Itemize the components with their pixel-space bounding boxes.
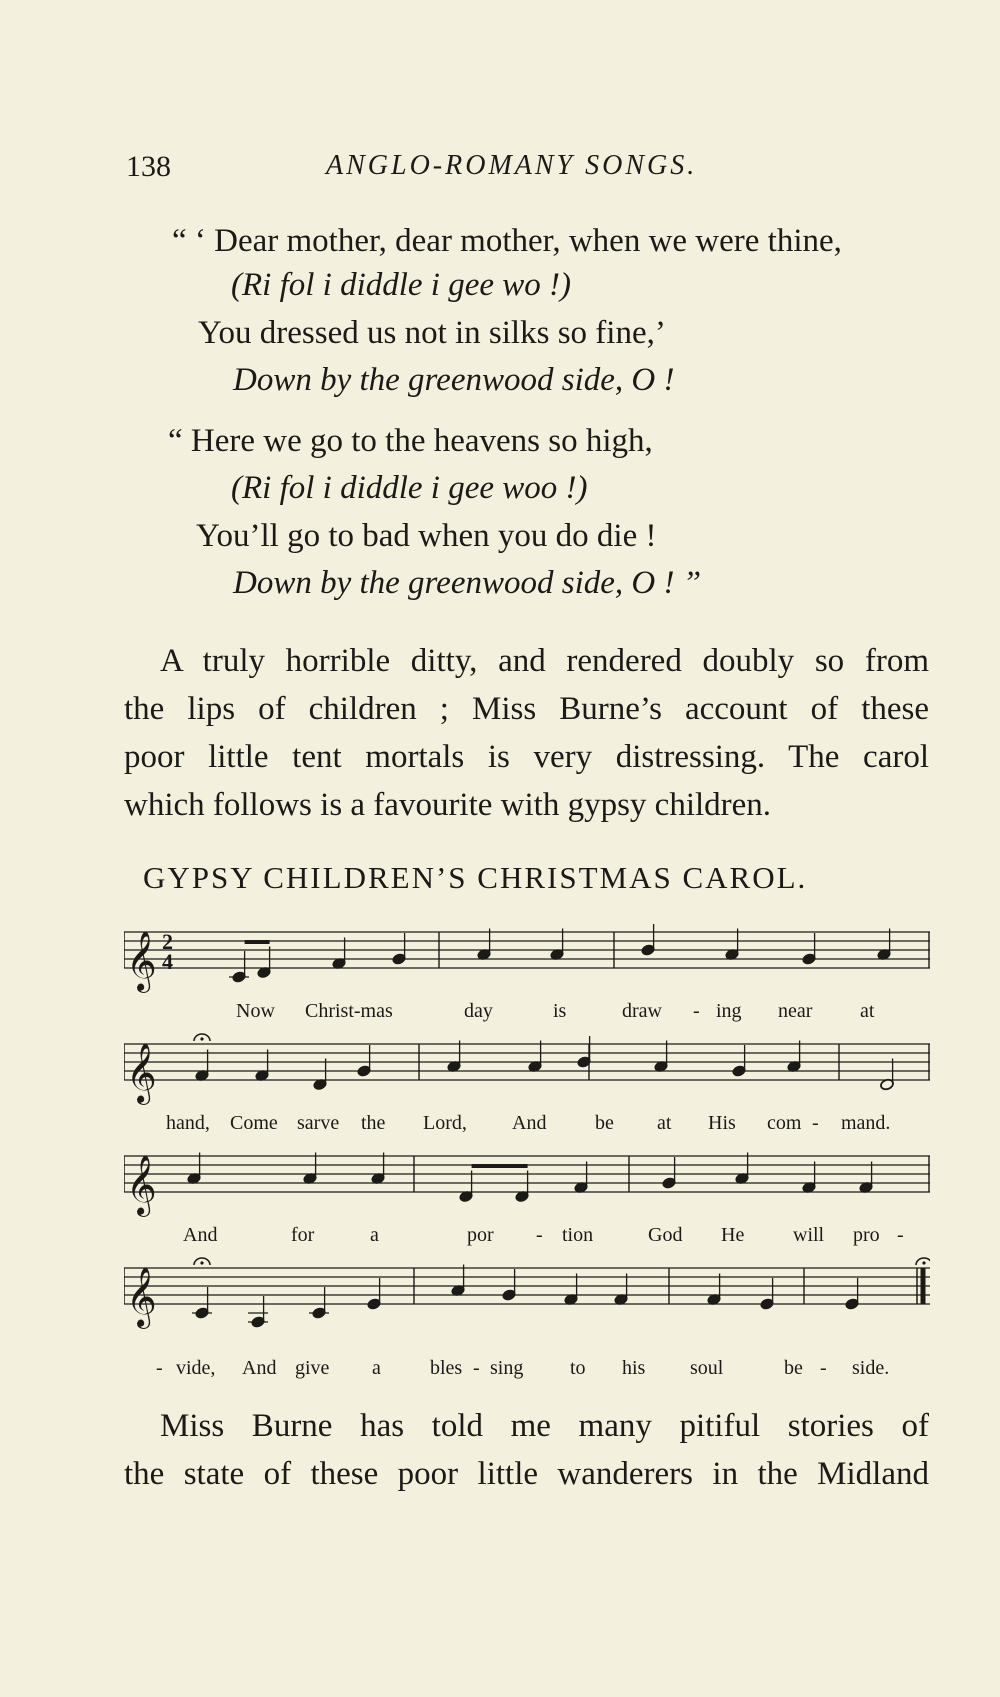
music-staff-1 [124,920,930,995]
lyric-syllable: at [657,1112,672,1134]
paragraph-line: Miss Burne has told me many pitiful stories of [160,1408,929,1444]
lyric-syllable: soul [690,1357,724,1379]
verse-line: (Ri fol i diddle i gee woo !) [231,470,588,506]
lyric-syllable: draw [622,1000,662,1022]
lyric-syllable: a [370,1224,379,1246]
lyric-syllable: - [897,1224,904,1246]
music-staff-4 [124,1256,930,1331]
lyric-syllable: God [648,1224,683,1246]
lyric-syllable: com [767,1112,802,1134]
verse-line: (Ri fol i diddle i gee wo !) [231,267,572,303]
lyric-syllable: Christ-mas [305,1000,393,1022]
lyric-syllable: vide, [176,1357,216,1379]
verse-line: “ Here we go to the heavens so high, [168,423,653,459]
lyric-syllable: sing [490,1357,524,1379]
time-signature-top: 2 [162,929,173,954]
fermata-dot [922,1261,925,1264]
lyric-syllable: sarve [297,1112,340,1134]
lyric-syllable: will [793,1224,825,1246]
fermata-dot [200,1037,203,1040]
paragraph [124,637,929,829]
fermata-dot [200,1261,203,1264]
paragraph-line: which follows is a favourite with gypsy children. [124,787,772,823]
treble-clef-icon: 𝄞 [126,1043,157,1103]
paragraph-line: the lips of children ; Miss Burne’s account of these [124,691,929,727]
lyric-syllable: ing [716,1000,742,1022]
lyric-syllable: to [570,1357,586,1379]
verse-line: “ ‘ Dear mother, dear mother, when we were thine, [172,223,842,259]
verse-line: Down by the greenwood side, O ! ” [233,565,702,601]
lyric-syllable: is [553,1000,567,1022]
lyric-syllable: por [467,1224,494,1246]
paragraph-line: the state of these poor little wanderers in the Midland [124,1456,929,1492]
lyric-syllable: He [721,1224,745,1246]
lyric-syllable: And [183,1224,218,1246]
lyric-syllable: the [361,1112,386,1134]
lyric-syllable: And [242,1357,277,1379]
lyric-syllable: be [595,1112,614,1134]
time-signature-bottom: 4 [162,949,173,974]
lyric-syllable: bles [430,1357,463,1379]
lyric-syllable: be [784,1357,803,1379]
page-number: 138 [126,150,171,183]
paragraph-line: poor little tent mortals is very distressing. The carol [124,739,929,775]
lyric-syllable: Come [230,1112,278,1134]
lyric-syllable: day [464,1000,493,1022]
verse-line: You’ll go to bad when you do die ! [196,518,657,554]
lyric-syllable: tion [562,1224,594,1246]
lyric-syllable: hand, [166,1112,210,1134]
treble-clef-icon: 𝄞 [126,1267,157,1327]
lyric-syllable: - [473,1357,480,1379]
lyric-syllable: - [820,1357,827,1379]
lyric-syllable: give [295,1357,330,1379]
verse-line: You dressed us not in silks so fine,’ [198,315,666,351]
running-title: ANGLO-ROMANY SONGS. [326,150,698,181]
paragraph-line: A truly horrible ditty, and rendered doubly so from [160,643,929,679]
carol-title: GYPSY CHILDREN’S CHRISTMAS CAROL. [143,860,808,895]
paragraph [124,1402,929,1498]
lyric-syllable: his [622,1357,646,1379]
lyric-syllable: - [693,1000,700,1022]
lyric-syllable: near [778,1000,813,1022]
lyric-syllable: Lord, [423,1112,467,1134]
verse-line: Down by the greenwood side, O ! [233,362,675,398]
lyric-syllable: for [291,1224,315,1246]
lyric-syllable: pro [853,1224,880,1246]
lyric-syllable: And [512,1112,547,1134]
lyric-syllable: side. [852,1357,890,1379]
lyric-syllable: - [156,1357,163,1379]
music-staff-2 [124,1032,930,1107]
treble-clef-icon: 𝄞 [126,931,157,991]
lyric-syllable: His [708,1112,736,1134]
lyric-syllable: Now [236,1000,275,1022]
music-staff-3 [124,1144,930,1219]
lyric-syllable: - [812,1112,819,1134]
lyric-syllable: at [860,1000,875,1022]
treble-clef-icon: 𝄞 [126,1155,157,1215]
lyric-syllable: - [536,1224,543,1246]
lyric-syllable: a [372,1357,381,1379]
lyric-syllable: mand. [841,1112,891,1134]
